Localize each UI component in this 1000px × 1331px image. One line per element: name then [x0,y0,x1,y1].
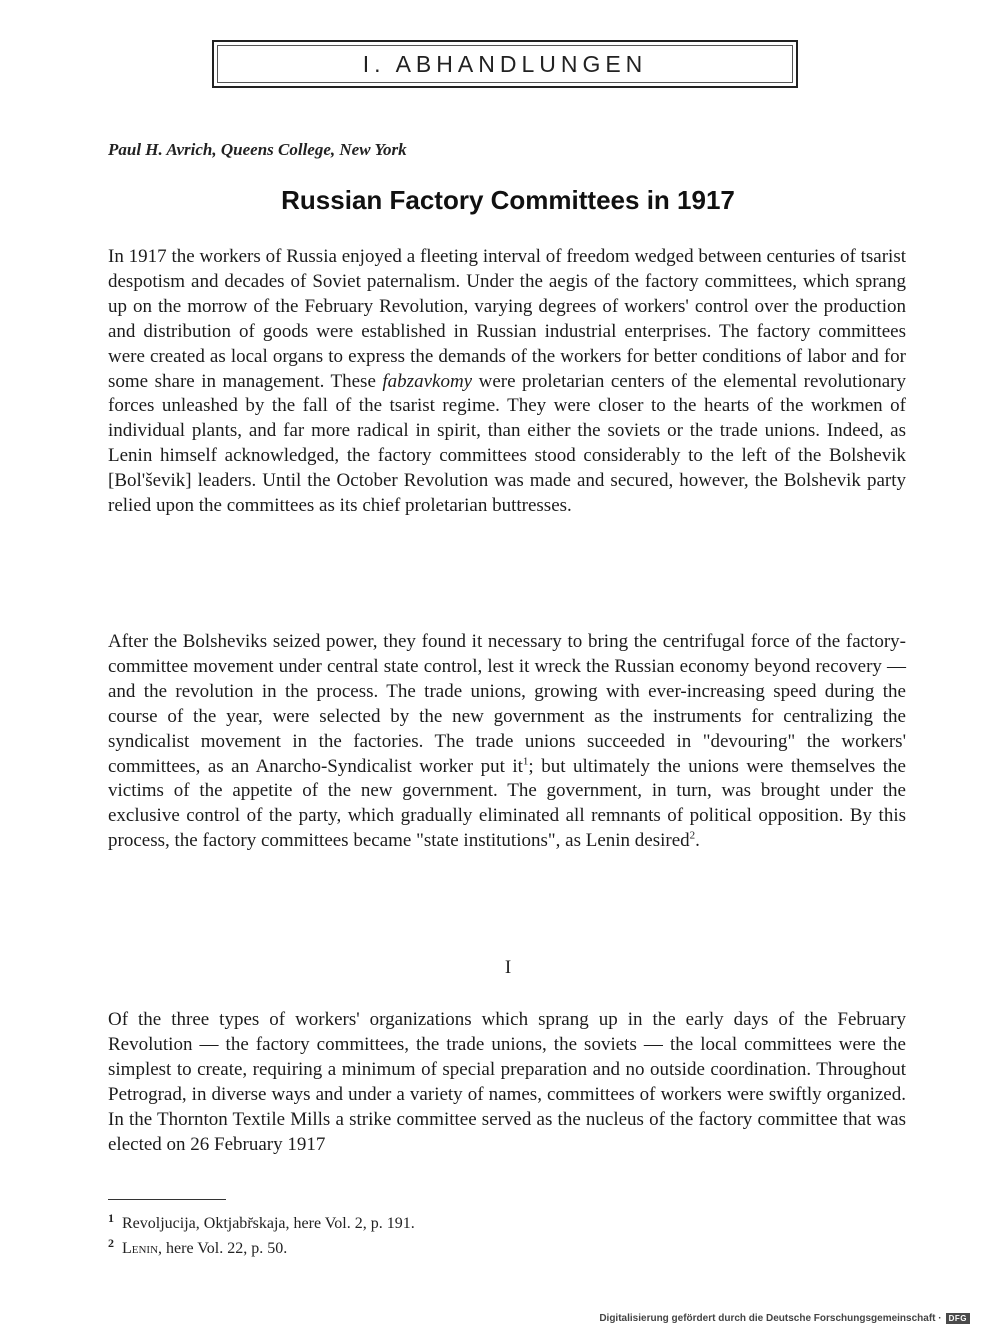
paragraph-bolsheviks-text-c: . [695,830,700,852]
section-numeral: I [504,957,512,978]
paragraph-intro [108,245,906,519]
paper-title: Russian Factory Committees in 1917 [281,185,735,215]
section-header-title: I. ABHANDLUNGEN [362,50,648,77]
footnote-2-mark: 2 [108,1235,114,1250]
footnote-2 [108,1235,288,1258]
paragraph-section-one: Of the three types of workers' organizations which sprang up in the early days of the February Revolution — the factory committees, the trade unions, the soviets — the local committees were the simplest to create, requiring a minimum of special preparation and no outside coordination. Throughout Petrograd, in diverse ways and under a variety of names, committees of workers were swiftly organized. In the Thornton Textile Mills a strike committee served as the nucleus of the factory committee that was elected on 26 February 1917 [108,1009,906,1155]
footnote-2-text: , here Vol. 22, p. 50. [158,1240,288,1257]
footnote-divider [108,1199,226,1200]
paragraph-bolsheviks [108,630,906,854]
footnote-2-author: Lenin [122,1240,159,1257]
section-header-box [212,40,798,88]
footnote-ref-1[interactable]: 1 [522,755,529,768]
paragraph-intro-text-a: In 1917 the workers of Russia enjoyed a fleeting interval of freedom wedged between centuries of tsarist despotism and decades of Soviet paternalism. Under the aegis of the factory committees, which sprang up on the morrow of the February Revolution, varying degrees of workers' control over the production and distribution of goods were established in Russian industrial enterprises. The factory committees were created as local organs to express the demands of the workers for better conditions of labor and for some share in management. These [108,246,906,392]
digitization-credit-text: Digitalisierung gefördert durch die Deutsche Forschungsgemeinschaft · [599,1313,942,1324]
paragraph-intro-text-b: were proletarian centers of the elemental revolutionary forces unleashed by the fall of the tsarist regime. They were closer to the hearts of the workmen of individual plants, and far more radical in spirit, than either the soviets or the trade unions. Indeed, as Lenin himself acknowledged, the factory committees stood considerably to the left of the Bolshevik [Bol'ševik] leaders. Until the October Revolution was made and secured, however, the Bolshevik party relied upon the committees as its chief proletarian buttresses. [108,370,906,517]
footnote-1-mark: 1 [108,1210,114,1225]
dfg-logo-icon: DFG [946,1313,970,1324]
paragraph-bolsheviks-text-b: ; but ultimately the unions were themselves the victims of the appetite of the new government. The government, in turn, was brought under the exclusive control of the party, which gradually eliminated all remnants of political opposition. By this process, the factory committees became "state institutions", as Lenin desired [108,755,906,852]
footnote-ref-2[interactable]: 2 [689,829,696,842]
footnote-1-text: Revoljucija, Oktjabr̆skaja, here Vol. 2, p. 191. [122,1215,415,1232]
paragraph-bolsheviks-text-a: After the Bolsheviks seized power, they found it necessary to bring the centrifugal force of the factory-committee movement under central state control, lest it wreck the Russian economy beyond recovery — and the revolution in the process. The trade unions, growing with ever-increasing speed during the course of the year, were selected by the new government as the instruments for centralizing the syndicalist movement in the factories. The trade unions succeeded in "devouring" the workers' committees, as an Anarcho-Syndicalist worker put it [108,631,906,777]
author-line: Paul H. Avrich, Queens College, New York [108,140,407,159]
italic-term: fabzavkomy [382,370,473,392]
digitization-credit [599,1313,970,1324]
footnote-1 [108,1210,415,1233]
